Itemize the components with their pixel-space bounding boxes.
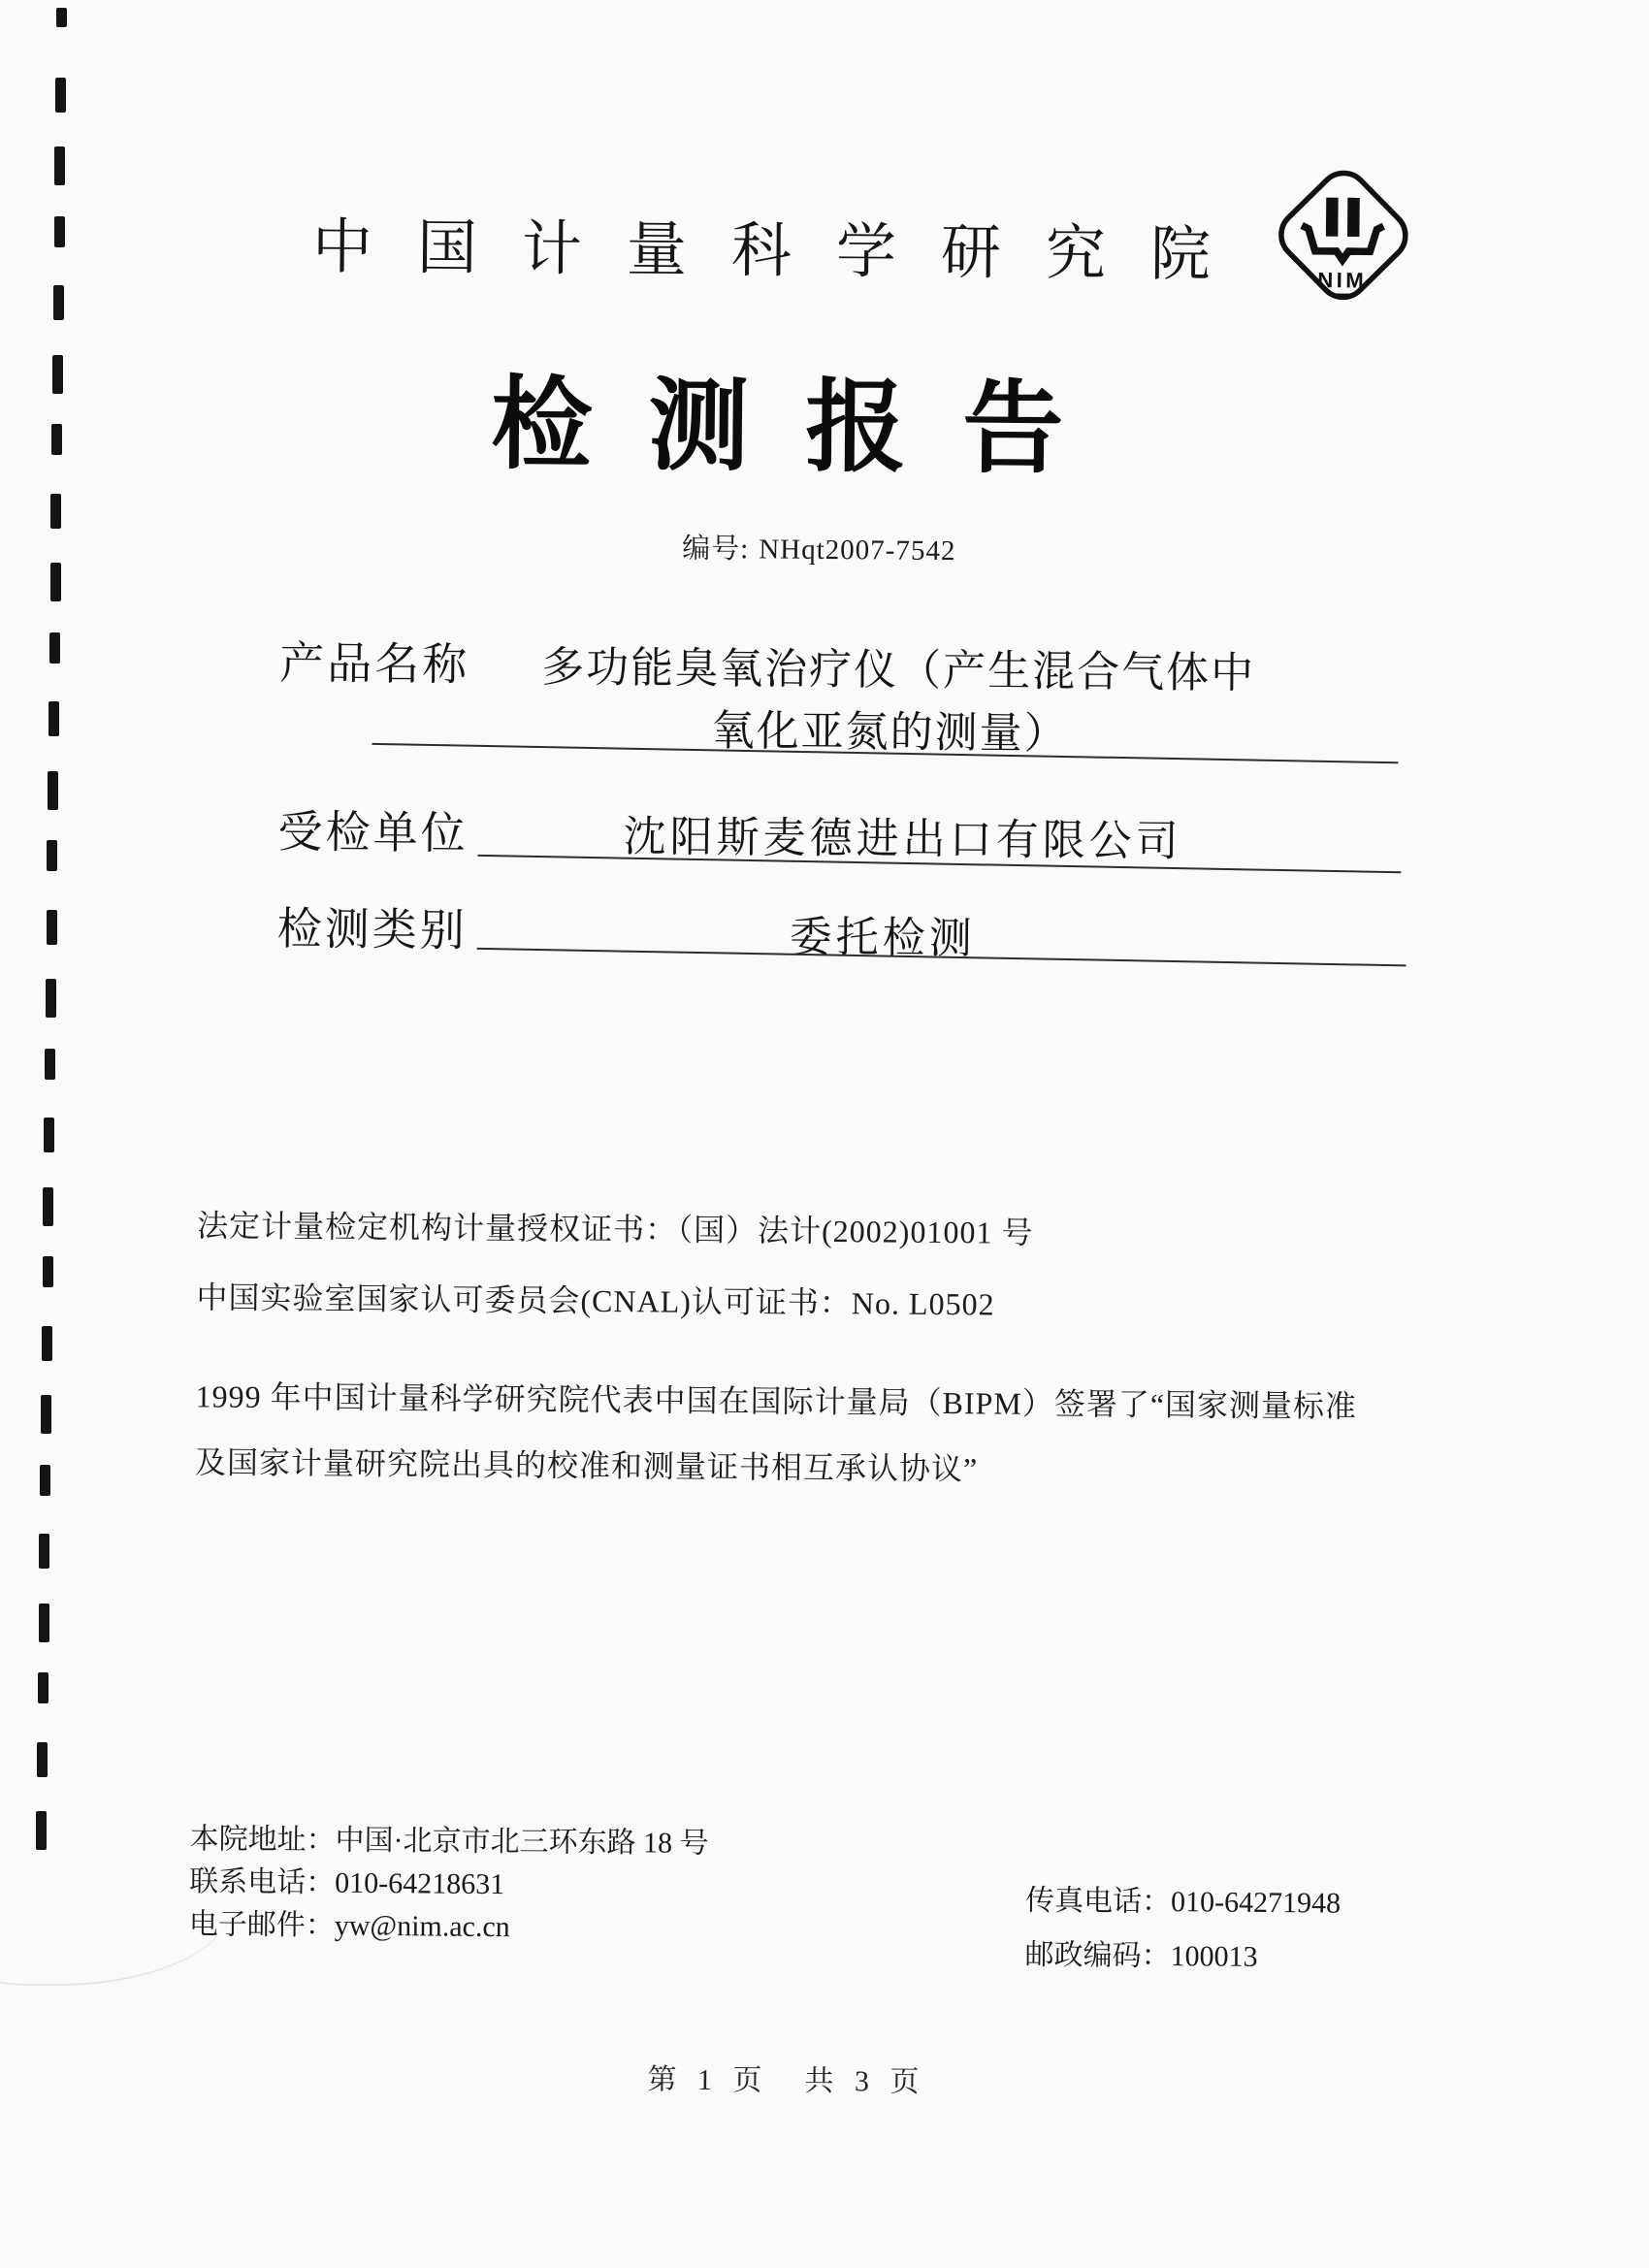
contact-email <box>189 1899 510 1945</box>
address-label: 本院地址： <box>189 1823 336 1857</box>
inspected-unit-value: 沈阳斯麦德进出口有限公司 <box>623 813 1182 866</box>
contact-postcode <box>1024 1930 1257 1975</box>
fax-value: 010-64271948 <box>1170 1886 1342 1920</box>
authorization-certificate-line: 法定计量检定机构计量授权证书：（国）法计(2002)01001 号 <box>196 1208 1034 1250</box>
svg-text:NIM: NIM <box>1317 268 1368 293</box>
bipm-statement-line1: 1999 年中国计量科学研究院代表中国在国际计量局（BIPM）签署了“国家测量标准 <box>195 1378 1358 1424</box>
address-value: 中国·北京市北三环东路 18 号 <box>335 1824 709 1860</box>
fax-label: 传真电话： <box>1024 1884 1172 1919</box>
email-label: 电子邮件： <box>188 1908 336 1942</box>
report-number <box>682 527 956 568</box>
test-category-label: 检测类别 <box>276 904 469 956</box>
report-title: 检测报告 <box>490 369 1120 487</box>
postcode-value: 100013 <box>1170 1940 1258 1973</box>
inspected-unit-label: 受检单位 <box>277 807 469 859</box>
phone-value: 010-64218631 <box>335 1866 505 1901</box>
contact-phone <box>189 1857 504 1902</box>
page-number: 第 1 页 共 3 页 <box>647 2063 926 2098</box>
phone-label: 联系电话： <box>189 1865 336 1899</box>
product-name-line1: 多功能臭氧治疗仪（产生混合气体中 <box>540 643 1256 697</box>
contact-fax <box>1025 1876 1341 1922</box>
product-name-label: 产品名称 <box>278 638 470 690</box>
nim-diamond-logo-icon <box>1266 155 1415 328</box>
cnal-certificate-line: 中国实验室国家认可委员会(CNAL)认可证书：No. L0502 <box>196 1280 995 1322</box>
bipm-statement-line2: 及国家计量研究院出具的校准和测量证书相互承认协议” <box>194 1444 979 1487</box>
report-number-label: 编号: <box>682 533 750 566</box>
email-value: yw@nim.ac.cn <box>334 1909 510 1944</box>
report-number-value: NHqt2007-7542 <box>759 534 956 567</box>
product-name-line2: 氧化亚氮的测量） <box>711 706 1069 759</box>
test-category-value: 委托检测 <box>789 913 976 963</box>
institute-title: 中国计量科学研究院 <box>311 214 1256 289</box>
institute-address <box>189 1814 708 1862</box>
postcode-label: 邮政编码： <box>1024 1938 1171 1973</box>
